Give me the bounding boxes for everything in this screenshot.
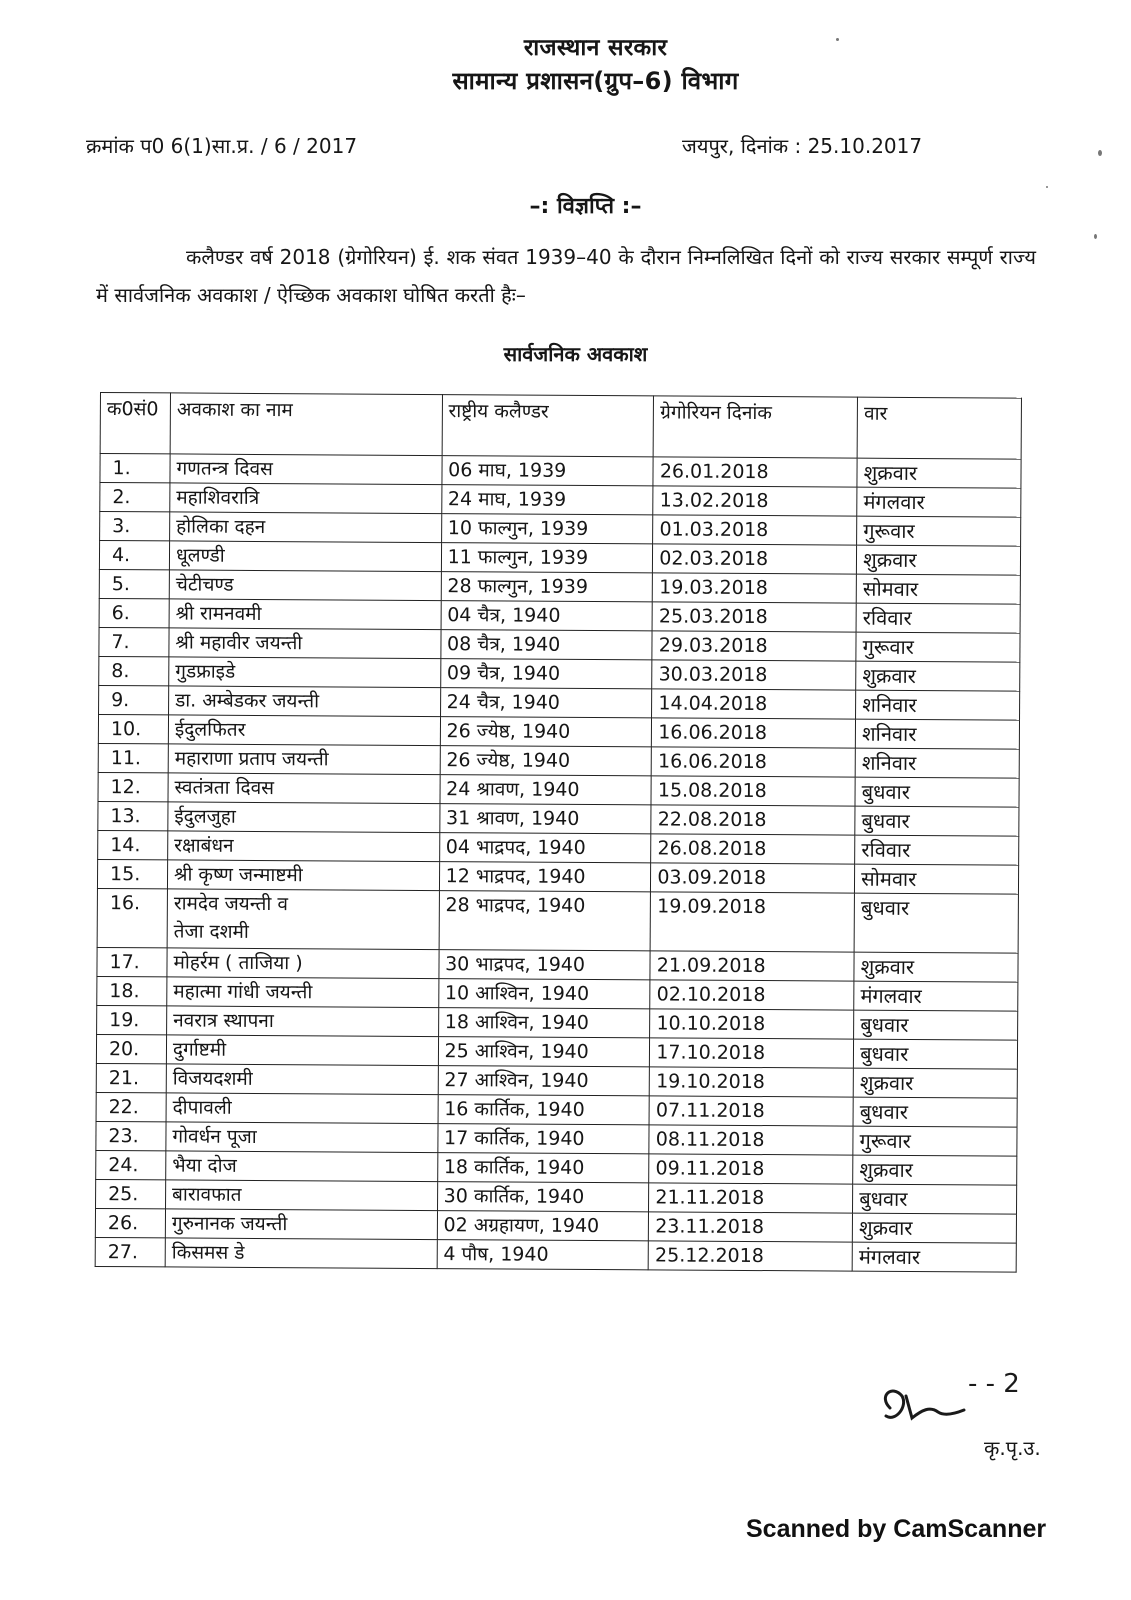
place-and-date: जयपुर, दिनांक : 25.10.2017 [682,134,923,158]
intro-paragraph: कलैण्डर वर्ष 2018 (ग्रेगोरियन) ई. शक संवत 1939–40 के दौरान निम्नलिखित दिनों को राज्य सरकार सम्पूर्ण राज्य में सार्वजनिक अवकाश / ऐच्छिक अवकाश घोषित करती हैः– [96,245,1036,307]
scan-speck [1094,234,1097,239]
weekday-cell: शुक्रवार [856,661,1020,691]
serial-cell: 25. [96,1179,166,1208]
national-date-cell: 04 चैत्र, 1940 [441,601,653,631]
holiday-name-cell: विजयदशमी [166,1064,438,1095]
gregorian-date-cell: 23.11.2018 [649,1212,853,1242]
holiday-name-cell: गणतन्त्र दिवस [170,454,442,485]
gregorian-date-cell: 16.06.2018 [651,747,855,777]
holiday-name-cell: स्वतंत्रता दिवस [168,773,440,804]
national-date-cell: 30 भाद्रपद, 1940 [439,950,651,980]
section-title: सार्वजनिक अवकाश [503,342,648,366]
national-date-cell: 26 ज्येष्ठ, 1940 [440,746,652,776]
holiday-name-cell: महाशिवरात्रि [170,483,442,514]
gregorian-date-cell: 01.03.2018 [653,515,857,545]
page-number-mark: - - 2 [968,1369,1020,1399]
national-date-cell: 27 आश्विन, 1940 [438,1066,650,1096]
gregorian-date-cell: 02.10.2018 [650,980,854,1010]
holiday-name-cell: किसमस डे [165,1238,437,1269]
camscanner-watermark: Scanned by CamScanner [746,1515,1047,1543]
serial-cell: 20. [96,1034,166,1063]
holiday-name-cell: श्री महावीर जयन्ती [169,628,441,659]
weekday-cell: मंगलवार [852,1242,1016,1272]
scan-speck [1098,150,1102,156]
gregorian-date-cell: 03.09.2018 [651,863,855,893]
weekday-cell: सोमवार [855,864,1019,894]
header-serial: क0सं0 [100,393,170,454]
table-row [97,888,1018,953]
weekday-cell: शुक्रवार [857,545,1021,575]
weekday-cell: बुधवार [854,1010,1018,1040]
gregorian-date-cell: 22.08.2018 [651,805,855,835]
gregorian-date-cell: 30.03.2018 [652,660,856,690]
serial-cell: 4. [99,541,169,570]
gregorian-date-cell: 17.10.2018 [650,1038,854,1068]
national-date-cell: 4 पौष, 1940 [437,1240,649,1270]
weekday-cell: गुरूवार [856,632,1020,662]
national-date-cell: 09 चैत्र, 1940 [440,659,652,689]
serial-cell: 12. [98,772,168,801]
serial-cell: 3. [100,512,170,541]
national-date-cell: 12 भाद्रपद, 1940 [439,862,651,892]
header-weekday: वार [857,397,1021,459]
holiday-name-cell: चेटीचण्ड [169,570,441,601]
holiday-name-cell: महात्मा गांधी जयन्ती [167,977,439,1008]
holiday-name-cell: श्री रामनवमी [169,599,441,630]
serial-cell: 7. [99,627,169,656]
gregorian-date-cell: 19.09.2018 [650,892,854,952]
gregorian-date-cell: 14.04.2018 [652,689,856,719]
scan-speck [1046,186,1048,188]
weekday-cell: सोमवार [856,574,1020,604]
national-date-cell: 17 कार्तिक, 1940 [437,1124,649,1154]
serial-cell: 14. [98,830,168,859]
national-date-cell: 04 भाद्रपद, 1940 [439,833,651,863]
national-date-cell: 10 आश्विन, 1940 [438,979,650,1009]
holiday-table [95,392,1022,1273]
national-date-cell: 25 आश्विन, 1940 [438,1037,650,1067]
weekday-cell: बुधवार [853,1097,1017,1127]
header-gregorian-date: ग्रेगोरियन दिनांक [653,396,857,458]
serial-cell: 5. [99,569,169,598]
government-heading: राजस्थान सरकार [523,35,668,61]
weekday-cell: मंगलवार [857,487,1021,517]
scan-speck [836,38,839,41]
weekday-cell: गुरूवार [857,516,1021,546]
notice-title: –: विज्ञप्ति :– [529,194,642,219]
holiday-name-cell: बारावफात [165,1180,437,1211]
table-row [95,1237,1016,1272]
national-date-cell: 24 श्रावण, 1940 [440,775,652,805]
weekday-cell: बुधवार [854,893,1018,953]
gregorian-date-cell: 19.03.2018 [653,573,857,603]
holiday-name-cell: श्री कृष्ण जन्माष्टमी [167,860,439,891]
serial-cell: 15. [97,859,167,888]
national-date-cell: 02 अग्रहायण, 1940 [437,1211,649,1241]
serial-cell: 6. [99,598,169,627]
holiday-name-cell: नवरात्र स्थापना [167,1006,439,1037]
weekday-cell: बुधवार [853,1184,1017,1214]
holiday-name-cell: गुरुनानक जयन्ती [165,1209,437,1240]
weekday-cell: रविवार [855,835,1019,865]
national-date-cell: 26 ज्येष्ठ, 1940 [440,717,652,747]
serial-cell: 1. [100,454,170,483]
table-header-row [100,393,1021,460]
national-date-cell: 08 चैत्र, 1940 [440,630,652,660]
holiday-name-cell: मोहर्रम ( ताजिया ) [167,948,439,979]
gregorian-date-cell: 02.03.2018 [653,544,857,574]
holiday-name-cell: दुर्गाष्टमी [166,1035,438,1066]
continued-note: कृ.पृ.उ. [984,1436,1041,1460]
serial-cell: 18. [97,976,167,1005]
gregorian-date-cell: 26.01.2018 [653,457,857,487]
holiday-name-cell: गुडफ्राइडे [169,657,441,688]
serial-cell: 16. [97,888,167,947]
header-holiday-name: अवकाश का नाम [170,393,442,456]
serial-cell: 26. [95,1208,165,1237]
serial-cell: 8. [99,656,169,685]
holiday-name-cell: डा. अम्बेडकर जयन्ती [169,686,441,717]
holiday-name-cell: रामदेव जयन्ती व तेजा दशमी [167,889,439,950]
gregorian-date-cell: 13.02.2018 [653,486,857,516]
serial-cell: 13. [98,801,168,830]
weekday-cell: शनिवार [856,690,1020,720]
gregorian-date-cell: 08.11.2018 [649,1125,853,1155]
national-date-cell: 31 श्रावण, 1940 [439,804,651,834]
serial-cell: 21. [96,1063,166,1092]
holiday-name-cell: धूलण्डी [169,541,441,572]
serial-cell: 11. [98,743,168,772]
weekday-cell: बुधवार [854,1039,1018,1069]
header-national-calendar: राष्ट्रीय कलैण्डर [442,395,654,457]
national-date-cell: 24 चैत्र, 1940 [440,688,652,718]
national-date-cell: 10 फाल्गुन, 1939 [441,514,653,544]
serial-cell: 23. [96,1121,166,1150]
national-date-cell: 30 कार्तिक, 1940 [437,1182,649,1212]
weekday-cell: शुक्रवार [853,1068,1017,1098]
national-date-cell: 24 माघ, 1939 [441,485,653,515]
gregorian-date-cell: 25.12.2018 [648,1241,852,1271]
national-date-cell: 16 कार्तिक, 1940 [438,1095,650,1125]
weekday-cell: मंगलवार [854,981,1018,1011]
holiday-name-cell: ईदुलफितर [168,715,440,746]
gregorian-date-cell: 07.11.2018 [649,1096,853,1126]
weekday-cell: शुक्रवार [854,952,1018,982]
weekday-cell: बुधवार [855,806,1019,836]
serial-cell: 22. [96,1092,166,1121]
gregorian-date-cell: 16.06.2018 [652,718,856,748]
serial-cell: 19. [97,1005,167,1034]
serial-cell: 2. [100,483,170,512]
holiday-name-cell: होलिका दहन [170,512,442,543]
serial-cell: 17. [97,947,167,976]
serial-cell: 9. [99,685,169,714]
weekday-cell: शनिवार [855,719,1019,749]
handwritten-initials [872,1366,1072,1436]
national-date-cell: 28 भाद्रपद, 1940 [439,891,651,951]
gregorian-date-cell: 19.10.2018 [650,1067,854,1097]
national-date-cell: 18 आश्विन, 1940 [438,1008,650,1038]
gregorian-date-cell: 09.11.2018 [649,1154,853,1184]
gregorian-date-cell: 25.03.2018 [652,602,856,632]
weekday-cell: शुक्रवार [853,1155,1017,1185]
weekday-cell: शनिवार [855,748,1019,778]
national-date-cell: 18 कार्तिक, 1940 [437,1153,649,1183]
national-date-cell: 28 फाल्गुन, 1939 [441,572,653,602]
gregorian-date-cell: 21.11.2018 [649,1183,853,1213]
national-date-cell: 06 माघ, 1939 [442,456,654,486]
serial-cell: 27. [95,1237,165,1266]
serial-cell: 10. [98,714,168,743]
holiday-name-cell: महाराणा प्रताप जयन्ती [168,744,440,775]
gregorian-date-cell: 29.03.2018 [652,631,856,661]
gregorian-date-cell: 15.08.2018 [651,776,855,806]
gregorian-date-cell: 21.09.2018 [650,951,854,981]
holiday-name-cell: भैया दोज [166,1151,438,1182]
weekday-cell: रविवार [856,603,1020,633]
gregorian-date-cell: 26.08.2018 [651,834,855,864]
national-date-cell: 11 फाल्गुन, 1939 [441,543,653,573]
weekday-cell: गुरूवार [853,1126,1017,1156]
holiday-name-cell: रक्षाबंधन [168,831,440,862]
weekday-cell: बुधवार [855,777,1019,807]
holiday-name-cell: दीपावली [166,1093,438,1124]
department-heading: सामान्य प्रशासन(ग्रुप–6) विभाग [452,67,739,95]
holiday-name-cell: गोवर्धन पूजा [166,1122,438,1153]
reference-number: क्रमांक प0 6(1)सा.प्र. / 6 / 2017 [86,134,358,158]
serial-cell: 24. [96,1150,166,1179]
weekday-cell: शुक्रवार [852,1213,1016,1243]
weekday-cell: शुक्रवार [857,458,1021,488]
gregorian-date-cell: 10.10.2018 [650,1009,854,1039]
holiday-name-cell: ईदुलजुहा [168,802,440,833]
